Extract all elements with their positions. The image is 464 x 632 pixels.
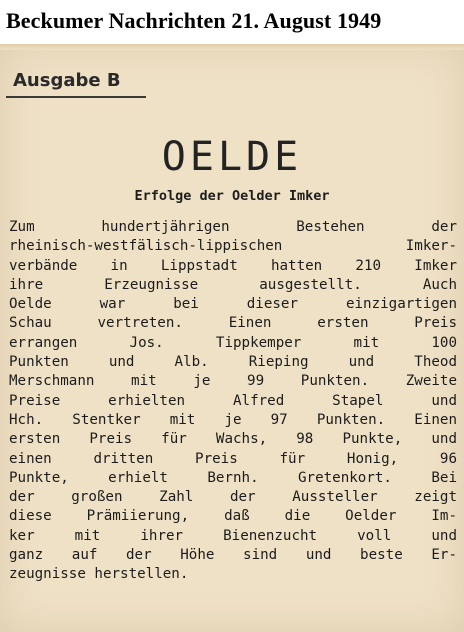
page-header <box>0 0 464 44</box>
article-line: Preise erhielten Alfred Stapel und <box>9 392 457 409</box>
newspaper-date-title: Beckumer Nachrichten 21. August 1949 <box>6 8 382 33</box>
article-line: Punkten und Alb. Rieping und Theod <box>9 354 457 371</box>
article-line: Zum hundertjährigen Bestehen der <box>9 219 457 235</box>
newspaper-clipping <box>0 44 464 632</box>
article-line: der großen Zahl der Aussteller zeigt <box>9 489 457 506</box>
article-line: Merschmann mit je 99 Punkten. Zweite <box>9 373 457 390</box>
clipping-torn-edge <box>0 44 464 50</box>
article-line: einen dritten Preis für Honig, 96 <box>9 450 457 467</box>
article-body <box>9 218 457 585</box>
article-line: errangen Jos. Tippkemper mit 100 <box>9 334 457 351</box>
article-line: rheinisch-westfälisch-lippischen Imker- <box>9 238 457 255</box>
article-line: ersten Preis für Wachs, 98 Punkte, und <box>9 431 457 448</box>
article-subheadline: Erfolge der Oelder Imker <box>134 188 330 204</box>
article-line: ihre Erzeugnisse ausgestellt. Auch <box>9 276 457 293</box>
article-line: Schau vertreten. Einen ersten Preis <box>9 315 457 332</box>
article-line: Oelde war bei dieser einzigartigen <box>9 296 457 313</box>
article-line: zeugnisse herstellen. <box>9 566 189 583</box>
article-line: Hch. Stentker mit je 97 Punkten. Einen <box>9 411 457 428</box>
article-headline: OELDE <box>161 134 303 180</box>
article-line: Punkte, erhielt Bernh. Gretenkort. Bei <box>9 469 457 486</box>
article-line: verbände in Lippstadt hatten 210 Imker <box>9 257 457 274</box>
article-line: ker mit ihrer Bienenzucht voll und <box>9 527 457 544</box>
edition-label: Ausgabe B <box>13 70 121 91</box>
edition-underline <box>6 96 146 98</box>
article-line: ganz auf der Höhe sind und beste Er- <box>9 547 457 564</box>
article-line: diese Prämiierung, daß die Oelder Im- <box>9 508 457 525</box>
